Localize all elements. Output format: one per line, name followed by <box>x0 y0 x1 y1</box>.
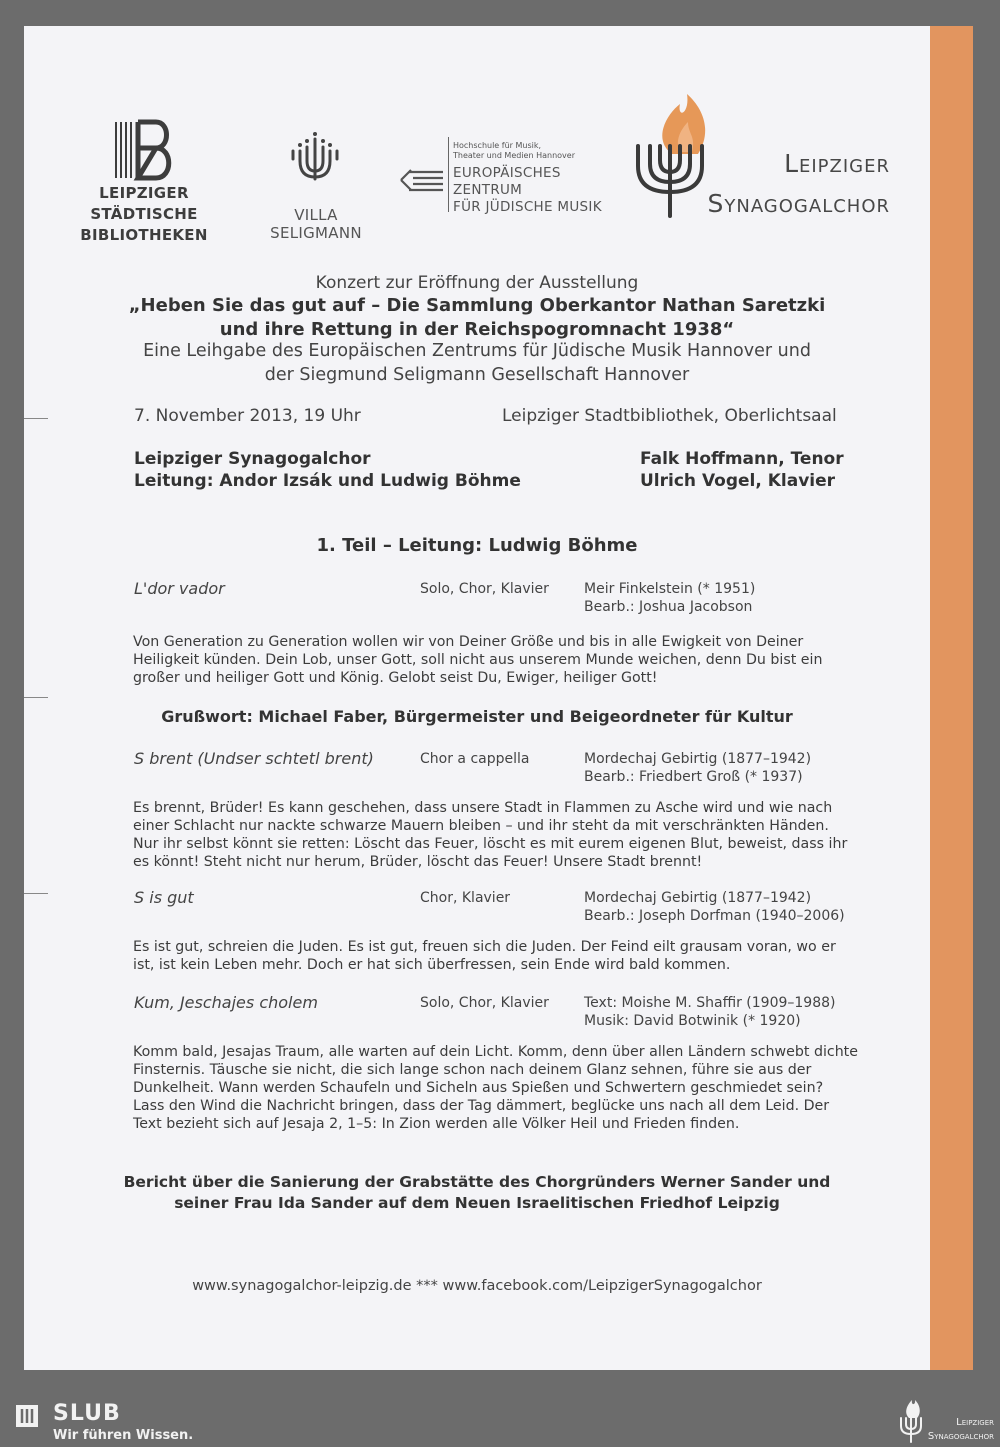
report-line: Bericht über die Sanierung der Grabstätte des Chorgründers Werner Sander und <box>123 1173 831 1191</box>
partner-logo-text <box>922 1416 994 1444</box>
library-logo-icon <box>112 119 174 181</box>
piece-instrumentation: Chor a cappella <box>420 751 530 767</box>
piece-credits <box>584 750 811 786</box>
credit-line: Mordechaj Gebirtig (1877–1942) <box>584 751 812 767</box>
piece-title: S is gut <box>134 888 194 907</box>
partner-line: Synagogalchor <box>927 1431 994 1442</box>
piece-instrumentation: Solo, Chor, Klavier <box>420 581 549 597</box>
credit-line: Text: Moishe M. Shaffir (1909–1988) <box>584 995 836 1011</box>
slub-logo-icon <box>14 1403 40 1429</box>
ez-small-line: Theater und Medien Hannover <box>453 151 575 160</box>
piece-translation: Komm bald, Jesajas Traum, alle warten auf dein Licht. Komm, denn über allen Ländern schwebt dichte Finsternis. Täusche sie nicht, die sich lange schon nach deinem Glanz sehnen, führe sie aus der Dunkelheit. Wann werden Schaufeln und Sicheln aus Spießen und Schwertern geschmiedet sein? Lass den Wind die Nachricht bringen, dass der Tag dämmert, beglücke uns nach all dem Leid. Der Text bezieht sich auf Jesaja 2, 1–5: In Zion werden alle Völker Heil und Frieden finden. <box>133 1044 858 1132</box>
partner-line: Leipziger <box>956 1417 994 1428</box>
credit-line: Bearb.: Friedbert Groß (* 1937) <box>584 769 803 785</box>
title-line: und ihre Rettung in der Reichspogromnacht 1938“ <box>219 319 735 340</box>
piece-instrumentation: Chor, Klavier <box>420 890 511 906</box>
performer-line: Leipziger Synagogalchor <box>134 449 371 469</box>
footer-links: www.synagogalchor-leipzig.de *** www.facebook.com/LeipzigerSynagogalchor <box>192 1278 762 1294</box>
loan-note-line: der Siegmund Seligmann Gesellschaft Hannover <box>264 365 690 385</box>
choir-name-line: Synagogalchor <box>707 189 890 218</box>
piece-title: L'dor vador <box>134 579 225 598</box>
credit-line: Meir Finkelstein (* 1951) <box>584 581 756 597</box>
ez-small-line: Hochschule für Musik, <box>453 141 542 150</box>
library-logo-text <box>46 183 242 246</box>
report-line: seiner Frau Ida Sander auf dem Neuen Israelitischen Friedhof Leipzig <box>174 1194 780 1212</box>
slub-tagline: Wir führen Wissen. <box>53 1428 194 1443</box>
orange-edge-stripe <box>930 26 973 1370</box>
ez-institution-text <box>453 141 623 161</box>
villa-logo-text: VILLA SELIGMANN <box>270 206 362 242</box>
piece-translation: Es ist gut, schreien die Juden. Es ist gut, freuen sich die Juden. Der Feind eilt grausam voran, wo er ist, ist kein Leben mehr. Doch er hat sich überfressen, sein Ende wird bald kommen. <box>133 939 836 973</box>
loan-note-line: Eine Leihgabe des Europäischen Zentrums für Jüdische Musik Hannover und <box>143 341 811 361</box>
library-name-line: BIBLIOTHEKEN <box>80 226 208 244</box>
piece-translation: Von Generation zu Generation wollen wir von Deiner Größe und bis in alle Ewigkeit von Deiner Heiligkeit künden. Dein Lob, unser Gott, soll nicht aus unserem Munde weichen, denn Du bist ein großer und heiliger Gott und König. Gelobt seist Du, Ewiger, heiliger Gott! <box>133 634 823 686</box>
ez-name-line: EUROPÄISCHES ZENTRUM <box>453 165 561 198</box>
margin-mark <box>24 893 48 894</box>
section-heading: 1. Teil – Leitung: Ludwig Böhme <box>316 535 638 556</box>
greeting-line: Grußwort: Michael Faber, Bürgermeister und Beigeordneter für Kultur <box>161 707 793 726</box>
event-venue: Leipziger Stadtbibliothek, Oberlichtsaal <box>502 406 837 426</box>
exhibition-title <box>24 294 930 342</box>
villa-menorah-icon <box>290 131 340 183</box>
loan-note <box>24 339 930 387</box>
logo-divider <box>448 137 449 212</box>
choir-name-line: Leipziger <box>784 149 890 178</box>
title-line: „Heben Sie das gut auf – Die Sammlung Oberkantor Nathan Saretzki <box>128 295 826 316</box>
margin-mark <box>24 418 48 419</box>
credit-line: Musik: David Botwinik (* 1920) <box>584 1013 801 1029</box>
choir-performers <box>134 448 521 492</box>
performer-line: Ulrich Vogel, Klavier <box>640 471 836 491</box>
restoration-report <box>24 1172 930 1214</box>
piece-title: Kum, Jeschajes cholem <box>134 993 318 1012</box>
credit-line: Mordechaj Gebirtig (1877–1942) <box>584 890 812 906</box>
ez-name-line: FÜR JÜDISCHE MUSIK <box>453 199 602 215</box>
piece-credits <box>584 889 845 925</box>
event-date: 7. November 2013, 19 Uhr <box>134 406 361 426</box>
piece-credits <box>584 580 755 616</box>
performer-line: Falk Hoffmann, Tenor <box>640 449 844 469</box>
ez-logo-icon <box>399 166 445 196</box>
piece-title: S brent (Undser schtetl brent) <box>134 749 374 768</box>
soloist-performers <box>640 448 844 492</box>
performer-line: Leitung: Andor Izsák und Ludwig Böhme <box>134 471 521 491</box>
credit-line: Bearb.: Joseph Dorfman (1940–2006) <box>584 908 845 924</box>
ez-name-text <box>453 165 628 216</box>
slub-wordmark: SLUB <box>53 1401 121 1426</box>
piece-translation: Es brennt, Brüder! Es kann geschehen, dass unsere Stadt in Flammen zu Asche wird und wie nach einer Schlacht nur nackte schwarze Mauern bleiben – und ihr steht da mit verschränkten Händen. Nur ihr selbst könnt sie retten: Löscht das Feuer, löscht es mit eurem eigenen Blut, beweist, dass ihr es könnt! Steht nicht nur herum, Brüder, löscht das Feuer! Unsere Stadt brennt! <box>133 800 848 870</box>
margin-mark <box>24 697 48 698</box>
intro-line: Konzert zur Eröffnung der Ausstellung <box>315 273 639 293</box>
piece-credits <box>584 994 836 1030</box>
library-name-line: LEIPZIGER STÄDTISCHE <box>90 184 198 223</box>
choir-logo-text <box>700 144 890 224</box>
credit-line: Bearb.: Joshua Jacobson <box>584 599 753 615</box>
piece-instrumentation: Solo, Chor, Klavier <box>420 995 549 1011</box>
